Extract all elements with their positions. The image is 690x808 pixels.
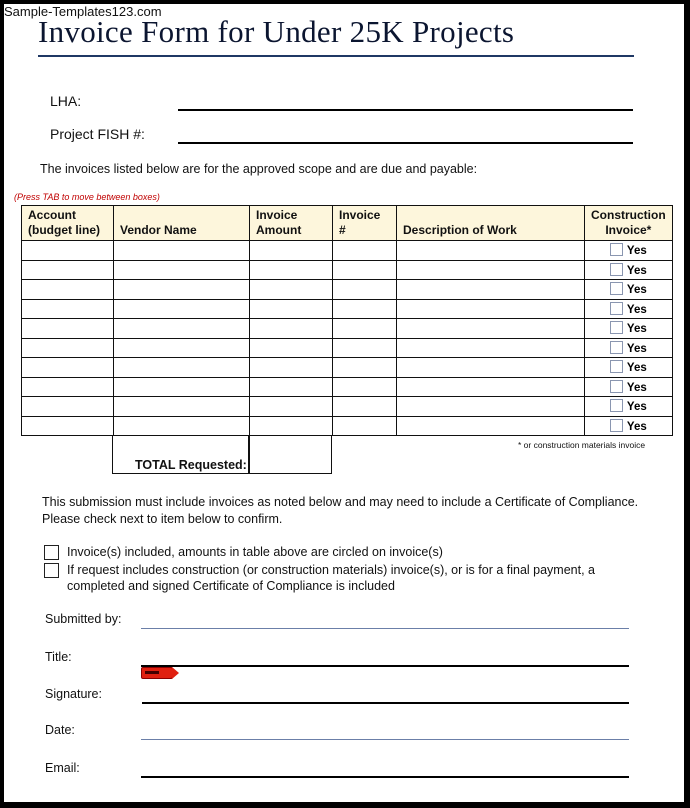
construction-yes-checkbox[interactable] xyxy=(610,302,623,315)
col-invoice-number: Invoice # xyxy=(333,206,397,241)
description-cell[interactable] xyxy=(397,260,585,280)
construction-invoice-cell xyxy=(585,338,673,358)
invoice-amount-cell[interactable] xyxy=(250,397,333,417)
account-cell[interactable] xyxy=(22,241,114,261)
date-label: Date: xyxy=(45,723,75,737)
yes-label: Yes xyxy=(626,362,647,375)
account-cell[interactable] xyxy=(22,358,114,378)
invoice-table xyxy=(21,205,673,436)
yes-label: Yes xyxy=(626,420,647,433)
invoice-number-cell[interactable] xyxy=(333,338,397,358)
invoice-number-cell[interactable] xyxy=(333,377,397,397)
yes-label: Yes xyxy=(626,284,647,297)
invoice-number-cell[interactable] xyxy=(333,299,397,319)
vendor-name-cell[interactable] xyxy=(114,319,250,339)
account-cell[interactable] xyxy=(22,260,114,280)
invoice-amount-cell[interactable] xyxy=(250,280,333,300)
table-row xyxy=(22,260,673,280)
construction-invoice-cell xyxy=(585,280,673,300)
col-invoice-amount: Invoice Amount xyxy=(250,206,333,241)
vendor-name-cell[interactable] xyxy=(114,358,250,378)
vendor-name-cell[interactable] xyxy=(114,299,250,319)
construction-invoice-cell xyxy=(585,397,673,417)
account-cell[interactable] xyxy=(22,377,114,397)
signature-field[interactable] xyxy=(142,702,629,704)
description-cell[interactable] xyxy=(397,299,585,319)
vendor-name-cell[interactable] xyxy=(114,397,250,417)
construction-invoice-cell xyxy=(585,241,673,261)
footnote: * or construction materials invoice xyxy=(518,440,646,450)
construction-yes-checkbox[interactable] xyxy=(610,419,623,432)
description-cell[interactable] xyxy=(397,358,585,378)
submitted-by-field[interactable] xyxy=(141,628,629,629)
construction-yes-checkbox[interactable] xyxy=(610,399,623,412)
invoice-amount-cell[interactable] xyxy=(250,416,333,436)
description-cell[interactable] xyxy=(397,319,585,339)
vendor-name-cell[interactable] xyxy=(114,416,250,436)
table-row xyxy=(22,319,673,339)
page-title: Invoice Form for Under 25K Projects xyxy=(38,14,515,49)
checkbox-certificate-included[interactable] xyxy=(44,563,59,578)
total-row xyxy=(112,436,332,474)
construction-yes-checkbox[interactable] xyxy=(610,380,623,393)
invoice-amount-cell[interactable] xyxy=(250,358,333,378)
construction-yes-checkbox[interactable] xyxy=(610,321,623,334)
table-header-row xyxy=(22,206,673,241)
construction-yes-checkbox[interactable] xyxy=(610,360,623,373)
intro-text: The invoices listed below are for the approved scope and are due and payable: xyxy=(40,162,478,176)
yes-label: Yes xyxy=(626,323,647,336)
description-cell[interactable] xyxy=(397,280,585,300)
invoice-number-cell[interactable] xyxy=(333,397,397,417)
account-cell[interactable] xyxy=(22,299,114,319)
col-account: Account (budget line) xyxy=(22,206,114,241)
email-label: Email: xyxy=(45,761,80,775)
construction-invoice-cell xyxy=(585,416,673,436)
total-requested-field[interactable] xyxy=(250,436,331,472)
invoice-amount-cell[interactable] xyxy=(250,260,333,280)
invoice-number-cell[interactable] xyxy=(333,280,397,300)
submitted-by-label: Submitted by: xyxy=(45,612,122,626)
yes-label: Yes xyxy=(626,264,647,277)
table-row xyxy=(22,416,673,436)
invoice-number-cell[interactable] xyxy=(333,416,397,436)
invoice-amount-cell[interactable] xyxy=(250,299,333,319)
vendor-name-cell[interactable] xyxy=(114,280,250,300)
title-label: Title: xyxy=(45,650,72,664)
checklist-item-certificate: If request includes construction (or construction materials) invoice(s), or is for a final payment, a completed and signed Certificate of Compliance is included xyxy=(44,562,624,594)
vendor-name-cell[interactable] xyxy=(114,241,250,261)
project-fish-field[interactable] xyxy=(178,142,633,144)
tab-hint: (Press TAB to move between boxes) xyxy=(14,192,160,202)
construction-yes-checkbox[interactable] xyxy=(610,243,623,256)
lha-field[interactable] xyxy=(178,109,633,111)
col-vendor-name: Vendor Name xyxy=(114,206,250,241)
table-row xyxy=(22,241,673,261)
construction-invoice-cell xyxy=(585,299,673,319)
flag-marker-icon xyxy=(141,667,173,679)
yes-label: Yes xyxy=(626,303,647,316)
account-cell[interactable] xyxy=(22,338,114,358)
col-construction-invoice: Construction Invoice* xyxy=(585,206,673,241)
date-field[interactable] xyxy=(141,739,629,740)
description-cell[interactable] xyxy=(397,416,585,436)
watermark: Sample-Templates123.com xyxy=(4,4,162,19)
description-cell[interactable] xyxy=(397,241,585,261)
invoice-amount-cell[interactable] xyxy=(250,377,333,397)
account-cell[interactable] xyxy=(22,280,114,300)
total-requested-label: TOTAL Requested: xyxy=(135,458,247,472)
construction-yes-checkbox[interactable] xyxy=(610,341,623,354)
checklist-item-invoices: Invoice(s) included, amounts in table above are circled on invoice(s) xyxy=(44,544,604,560)
invoice-amount-cell[interactable] xyxy=(250,319,333,339)
invoice-number-cell[interactable] xyxy=(333,319,397,339)
account-cell[interactable] xyxy=(22,416,114,436)
description-cell[interactable] xyxy=(397,338,585,358)
submission-text: This submission must include invoices as noted below and may need to include a Certificate of Compliance. Please check next to item below to confirm. xyxy=(42,495,639,526)
description-cell[interactable] xyxy=(397,397,585,417)
email-field[interactable] xyxy=(141,776,629,778)
yes-label: Yes xyxy=(626,245,647,258)
construction-yes-checkbox[interactable] xyxy=(610,263,623,276)
vendor-name-cell[interactable] xyxy=(114,338,250,358)
checkbox-invoices-included[interactable] xyxy=(44,545,59,560)
invoice-number-cell[interactable] xyxy=(333,241,397,261)
account-cell[interactable] xyxy=(22,319,114,339)
construction-invoice-cell xyxy=(585,260,673,280)
table-row xyxy=(22,377,673,397)
construction-invoice-cell xyxy=(585,377,673,397)
construction-invoice-cell xyxy=(585,319,673,339)
invoice-amount-cell[interactable] xyxy=(250,338,333,358)
lha-label: LHA: xyxy=(50,93,82,109)
signature-label: Signature: xyxy=(45,687,102,701)
invoice-number-cell[interactable] xyxy=(333,260,397,280)
construction-invoice-cell xyxy=(585,358,673,378)
table-row xyxy=(22,338,673,358)
table-row xyxy=(22,397,673,417)
yes-label: Yes xyxy=(626,342,647,355)
account-cell[interactable] xyxy=(22,397,114,417)
construction-yes-checkbox[interactable] xyxy=(610,282,623,295)
title-divider xyxy=(38,55,634,57)
vendor-name-cell[interactable] xyxy=(114,260,250,280)
table-row xyxy=(22,358,673,378)
yes-label: Yes xyxy=(626,401,647,414)
invoice-number-cell[interactable] xyxy=(333,358,397,378)
description-cell[interactable] xyxy=(397,377,585,397)
col-description: Description of Work xyxy=(397,206,585,241)
table-row xyxy=(22,299,673,319)
yes-label: Yes xyxy=(626,381,647,394)
table-row xyxy=(22,280,673,300)
title-field[interactable] xyxy=(141,665,629,667)
project-fish-label: Project FISH #: xyxy=(50,126,145,142)
vendor-name-cell[interactable] xyxy=(114,377,250,397)
invoice-amount-cell[interactable] xyxy=(250,241,333,261)
